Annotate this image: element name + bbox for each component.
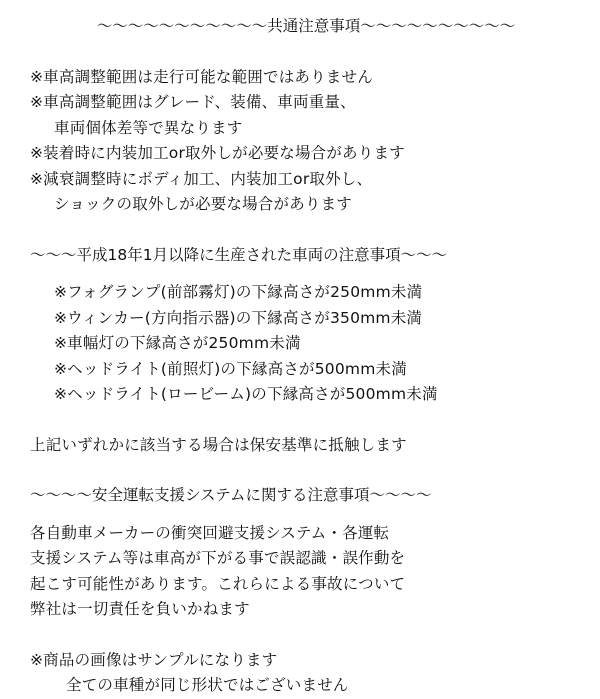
note-safety-standard-violation: 上記いずれかに該当する場合は保安基準に抵触します — [30, 435, 407, 454]
note-collision-avoidance-2: 支援システム等は車高が下がる事で誤認識・誤作動を — [30, 549, 406, 567]
line-spacer — [30, 268, 582, 280]
note-individual-difference: 車両個体差等で異なります — [54, 118, 243, 137]
note-grade-equipment-weight: ※車高調整範囲はグレード、装備、車両重量、 — [30, 93, 356, 111]
note-shock-removal: ショックの取外しが必要な場合があります — [54, 195, 352, 213]
line-spacer — [30, 623, 582, 648]
note-liability-disclaimer: 弊社は一切責任を負いかねます — [30, 600, 250, 618]
note-collision-avoidance-1: 各自動車メーカーの衝突回避支援システム・各運転 — [30, 523, 390, 542]
note-collision-avoidance-3: 起こす可能性があります。これらによる事故について — [30, 574, 406, 593]
note-shape-differs: 全ての車種が同じ形状ではございません — [66, 676, 349, 694]
heisei18-heading: 〜〜〜平成18年1月以降に生産された車両の注意事項〜〜〜 — [30, 245, 448, 264]
note-ride-height-range: ※車高調整範囲は走行可能な範囲ではありません — [30, 67, 373, 86]
line-spacer — [30, 509, 582, 521]
driving-support-heading: 〜〜〜〜安全運転支援システムに関する注意事項〜〜〜〜 — [30, 486, 432, 504]
note-turn-signal: ※ウィンカー(方向指示器)の下縁高さが350mm未満 — [54, 308, 423, 327]
note-headlight-high: ※ヘッドライト(前照灯)の下縁高さが500mm未満 — [54, 359, 407, 378]
line-spacer — [30, 458, 582, 483]
line-spacer — [30, 408, 582, 433]
note-damping-body-work: ※減衰調整時にボディ加工、内装加工or取外し、 — [30, 169, 373, 188]
line-spacer — [30, 218, 582, 243]
note-sample-image: ※商品の画像はサンプルになります — [30, 650, 278, 669]
note-width-lamp: ※車幅灯の下縁高さが250mm未満 — [54, 334, 301, 352]
note-interior-modification: ※装着時に内装加工or取外しが必要な場合があります — [30, 144, 405, 162]
document-body — [30, 14, 582, 699]
note-headlight-low: ※ヘッドライト(ロービーム)の下縁高さが500mm未満 — [54, 385, 438, 403]
line-spacer — [30, 40, 582, 65]
note-fog-lamp: ※フォグランプ(前部霧灯)の下縁高さが250mm未満 — [54, 283, 423, 301]
common-notes-heading: 〜〜〜〜〜〜〜〜〜〜〜共通注意事項〜〜〜〜〜〜〜〜〜〜 — [96, 17, 516, 35]
